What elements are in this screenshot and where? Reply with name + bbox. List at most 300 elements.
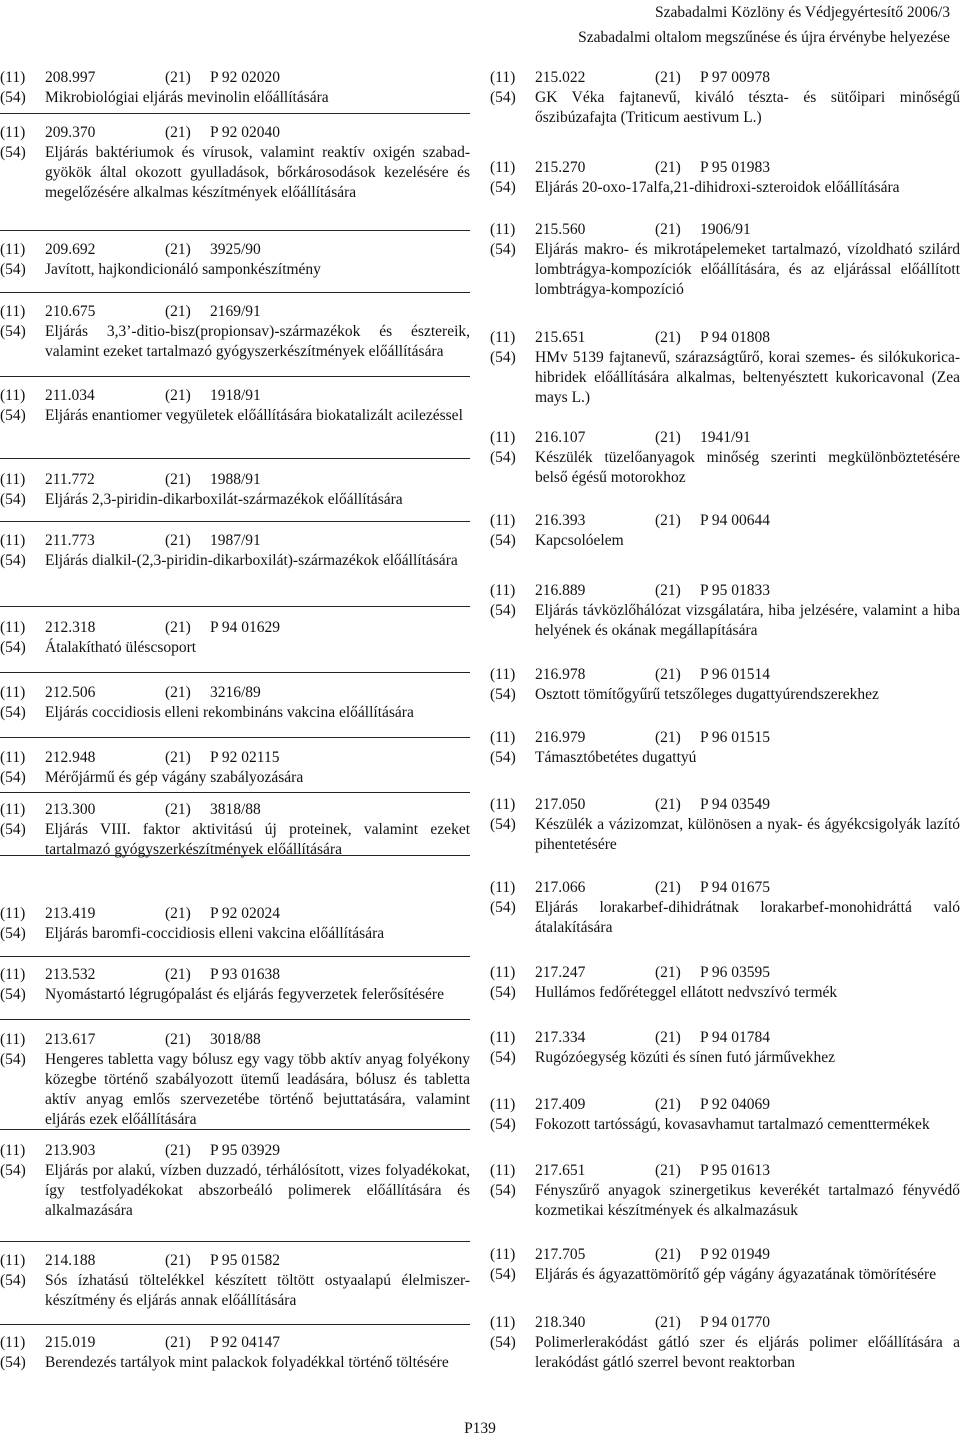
entry-number-row xyxy=(0,531,470,551)
code-21-label: (21) xyxy=(165,801,191,818)
patent-number: 216.107 xyxy=(535,429,586,446)
code-54-label: (54) xyxy=(0,1354,26,1371)
patent-title: Fényszűrő anyagok szinergetikus keverékét tartalmazó fényvédő kozmetikai készítmények és alkalmazásuk xyxy=(535,1182,960,1219)
patent-number: 215.651 xyxy=(535,329,586,346)
entry-number-row xyxy=(490,68,960,88)
patent-number: 217.651 xyxy=(535,1162,586,1179)
patent-entry xyxy=(490,68,960,128)
page-header xyxy=(578,0,950,50)
patent-entry xyxy=(490,665,960,705)
entry-number-row xyxy=(490,963,960,983)
code-11-label: (11) xyxy=(0,1142,26,1159)
entry-divider xyxy=(0,1324,470,1325)
application-number: P 95 01582 xyxy=(210,1252,281,1269)
code-54-label: (54) xyxy=(0,639,26,656)
code-11-label: (11) xyxy=(490,964,516,981)
application-number: P 95 01983 xyxy=(700,159,771,176)
entry-title-row xyxy=(490,815,960,855)
entry-number-row xyxy=(490,1095,960,1115)
patent-title: Eljárás baromfi-coccidiosis elleni vakcina előállítására xyxy=(45,925,385,942)
patent-number: 208.997 xyxy=(45,69,96,86)
application-number: P 96 03595 xyxy=(700,964,771,981)
patent-number: 215.560 xyxy=(535,221,586,238)
code-11-label: (11) xyxy=(490,1246,516,1263)
entry-title-row xyxy=(0,1050,470,1130)
code-21-label: (21) xyxy=(655,221,681,238)
patent-entry xyxy=(490,795,960,855)
entry-title-row xyxy=(0,1353,470,1373)
code-21-label: (21) xyxy=(655,879,681,896)
code-54-label: (54) xyxy=(490,349,516,366)
code-54-label: (54) xyxy=(490,816,516,833)
patent-number: 215.022 xyxy=(535,69,586,86)
entry-title-row xyxy=(490,1181,960,1221)
code-54-label: (54) xyxy=(490,686,516,703)
entry-number-row xyxy=(0,1030,470,1050)
application-number: P 94 03549 xyxy=(700,796,771,813)
patent-title: Sós ízhatású töltelékkel készített töltött ostyaalapú élelmiszer-készítmény és eljárás annak előállítására xyxy=(45,1272,470,1309)
code-11-label: (11) xyxy=(0,532,26,549)
code-54-label: (54) xyxy=(0,261,26,278)
entry-number-row xyxy=(0,123,470,143)
patent-title: Nyomástartó légrugópalást és eljárás fegyverzetek felerősítésére xyxy=(45,986,444,1003)
code-11-label: (11) xyxy=(490,582,516,599)
entry-title-row xyxy=(490,898,960,938)
patent-title: Berendezés tartályok mint palackok folyadékkal történő töltésére xyxy=(45,1354,449,1371)
application-number: P 96 01514 xyxy=(700,666,771,683)
entry-number-row xyxy=(490,428,960,448)
code-11-label: (11) xyxy=(0,619,26,636)
entry-title-row xyxy=(0,924,470,944)
patent-number: 216.978 xyxy=(535,666,586,683)
patent-entry xyxy=(0,1141,470,1221)
application-number: P 97 00978 xyxy=(700,69,771,86)
entry-divider xyxy=(0,1241,470,1242)
patent-title: Eljárás coccidiosis elleni rekombináns vakcina előállítására xyxy=(45,704,414,721)
patent-entry xyxy=(490,328,960,408)
code-54-label: (54) xyxy=(490,1116,516,1133)
code-54-label: (54) xyxy=(0,144,26,161)
patent-title: Rugózóegység közúti és sínen futó járművekhez xyxy=(535,1049,836,1066)
patent-number: 212.318 xyxy=(45,619,96,636)
application-number: P 94 01784 xyxy=(700,1029,771,1046)
code-54-label: (54) xyxy=(490,1266,516,1283)
code-54-label: (54) xyxy=(0,821,26,838)
patent-entry xyxy=(0,1030,470,1130)
patent-number: 217.050 xyxy=(535,796,586,813)
entry-number-row xyxy=(0,904,470,924)
code-54-label: (54) xyxy=(490,241,516,258)
code-54-label: (54) xyxy=(490,602,516,619)
code-54-label: (54) xyxy=(0,1272,26,1289)
section-title: Szabadalmi oltalom megszűnése és újra érvénybe helyezése xyxy=(578,29,950,46)
patent-entry xyxy=(490,1028,960,1068)
patent-number: 213.532 xyxy=(45,966,96,983)
application-number: P 92 04069 xyxy=(700,1096,771,1113)
code-54-label: (54) xyxy=(490,532,516,549)
code-21-label: (21) xyxy=(165,1142,191,1159)
code-11-label: (11) xyxy=(490,329,516,346)
entry-divider xyxy=(0,792,470,793)
code-11-label: (11) xyxy=(0,303,26,320)
entry-number-row xyxy=(0,965,470,985)
application-number: 3818/88 xyxy=(210,801,261,818)
entry-title-row xyxy=(0,768,470,788)
application-number: P 92 01949 xyxy=(700,1246,771,1263)
code-11-label: (11) xyxy=(0,905,26,922)
application-number: P 94 01629 xyxy=(210,619,281,636)
code-21-label: (21) xyxy=(165,1031,191,1048)
entry-divider xyxy=(0,606,470,607)
patent-title: Eljárás baktériumok és vírusok, valamint reaktív oxigén szabad-gyökök által okozott gyulladások, bőrkárosodások kezelésére és megelőzésére alkalmas készítmények előállítására xyxy=(45,144,470,201)
patent-number: 217.334 xyxy=(535,1029,586,1046)
entry-title-row xyxy=(0,820,470,860)
code-54-label: (54) xyxy=(490,984,516,1001)
entry-number-row xyxy=(490,1028,960,1048)
code-21-label: (21) xyxy=(655,796,681,813)
patent-number: 213.617 xyxy=(45,1031,96,1048)
code-54-label: (54) xyxy=(0,89,26,106)
entry-title-row xyxy=(490,531,960,551)
patent-number: 217.705 xyxy=(535,1246,586,1263)
entry-title-row xyxy=(0,985,470,1005)
code-54-label: (54) xyxy=(0,323,26,340)
code-11-label: (11) xyxy=(0,1334,26,1351)
application-number: P 95 03929 xyxy=(210,1142,281,1159)
code-11-label: (11) xyxy=(0,241,26,258)
application-number: P 95 01833 xyxy=(700,582,771,599)
code-21-label: (21) xyxy=(165,124,191,141)
entry-title-row xyxy=(490,685,960,705)
patent-number: 217.066 xyxy=(535,879,586,896)
code-21-label: (21) xyxy=(165,905,191,922)
patent-entry xyxy=(0,1333,470,1373)
application-number: 1918/91 xyxy=(210,387,261,404)
entry-title-row xyxy=(490,240,960,300)
code-11-label: (11) xyxy=(490,1096,516,1113)
entry-number-row xyxy=(0,386,470,406)
application-number: 3018/88 xyxy=(210,1031,261,1048)
code-21-label: (21) xyxy=(655,1162,681,1179)
entry-number-row xyxy=(490,581,960,601)
application-number: 1906/91 xyxy=(700,221,751,238)
code-11-label: (11) xyxy=(0,387,26,404)
patent-title: Javított, hajkondicionáló samponkészítmény xyxy=(45,261,321,278)
patent-title: Eljárás VIII. faktor aktivitású új proteinek, valamint ezeket tartalmazó gyógyszerkészítmények előállítására xyxy=(45,821,470,858)
entry-number-row xyxy=(490,665,960,685)
code-21-label: (21) xyxy=(165,1334,191,1351)
code-11-label: (11) xyxy=(490,1162,516,1179)
code-54-label: (54) xyxy=(0,769,26,786)
patent-entry xyxy=(0,240,470,280)
patent-entry xyxy=(490,581,960,641)
patent-entry xyxy=(490,158,960,198)
code-21-label: (21) xyxy=(655,429,681,446)
entry-title-row xyxy=(0,638,470,658)
entry-number-row xyxy=(0,800,470,820)
code-54-label: (54) xyxy=(490,179,516,196)
entry-number-row xyxy=(0,618,470,638)
patent-title: Átalakítható üléscsoport xyxy=(45,639,197,656)
patent-title: GK Véka fajtanevű, kiváló tészta- és sütőipari minőségű őszibúzafajta (Triticum aestivum L.) xyxy=(535,89,960,126)
entry-number-row xyxy=(490,158,960,178)
code-21-label: (21) xyxy=(165,241,191,258)
code-21-label: (21) xyxy=(165,684,191,701)
code-11-label: (11) xyxy=(0,69,26,86)
code-11-label: (11) xyxy=(490,69,516,86)
code-11-label: (11) xyxy=(0,1252,26,1269)
code-11-label: (11) xyxy=(0,1031,26,1048)
code-54-label: (54) xyxy=(0,1162,26,1179)
code-21-label: (21) xyxy=(655,512,681,529)
entry-title-row xyxy=(490,748,960,768)
application-number: 3216/89 xyxy=(210,684,261,701)
code-11-label: (11) xyxy=(490,1314,516,1331)
entry-title-row xyxy=(0,88,470,108)
patent-title: Eljárás dialkil-(2,3-piridin-dikarboxilát)-származékok előállítására xyxy=(45,552,458,569)
journal-title: Szabadalmi Közlöny és Védjegyértesítő 2006/3 xyxy=(654,4,950,21)
code-21-label: (21) xyxy=(165,387,191,404)
entry-divider xyxy=(0,672,470,673)
entry-title-row xyxy=(0,551,470,571)
patent-number: 213.300 xyxy=(45,801,96,818)
code-11-label: (11) xyxy=(490,666,516,683)
entry-number-row xyxy=(0,1141,470,1161)
entry-divider xyxy=(0,376,470,377)
entry-number-row xyxy=(0,683,470,703)
code-54-label: (54) xyxy=(0,986,26,1003)
patent-entry xyxy=(490,1313,960,1373)
entry-divider xyxy=(0,458,470,459)
patent-title: Mikrobiológiai eljárás mevinolin előállítására xyxy=(45,89,329,106)
patent-number: 216.979 xyxy=(535,729,586,746)
code-21-label: (21) xyxy=(655,1246,681,1263)
application-number: P 92 02024 xyxy=(210,905,281,922)
patent-number: 211.034 xyxy=(45,387,95,404)
application-number: P 92 02040 xyxy=(210,124,281,141)
entry-title-row xyxy=(0,322,470,362)
code-11-label: (11) xyxy=(490,879,516,896)
patent-entry xyxy=(0,683,470,723)
entry-title-row xyxy=(490,1048,960,1068)
application-number: P 93 01638 xyxy=(210,966,281,983)
patent-title: Hengeres tabletta vagy bólusz egy vagy több aktív anyag folyékony közegbe történő szabályozott ütemű leadására, bólusz és tabletta aktív anyag emlős szervezetébe történő bejuttatására, valamint eljárás ezek előállítására xyxy=(45,1051,470,1128)
patent-title: Fokozott tartósságú, kovasavhamut tartalmazó cementtermékek xyxy=(535,1116,930,1133)
code-54-label: (54) xyxy=(0,704,26,721)
patent-number: 215.270 xyxy=(535,159,586,176)
patent-title: Készülék a vázizomzat, különösen a nyak- és ágyékcsigolyák lazító pihentetésére xyxy=(535,816,960,853)
patent-title: Támasztóbetétes dugattyú xyxy=(535,749,697,766)
entry-number-row xyxy=(0,302,470,322)
entry-title-row xyxy=(0,490,470,510)
code-11-label: (11) xyxy=(0,684,26,701)
patent-title: Kapcsolóelem xyxy=(535,532,624,549)
entry-number-row xyxy=(490,1161,960,1181)
patent-entry xyxy=(0,904,470,944)
entry-number-row xyxy=(490,728,960,748)
code-21-label: (21) xyxy=(165,69,191,86)
code-21-label: (21) xyxy=(165,966,191,983)
code-54-label: (54) xyxy=(490,449,516,466)
code-11-label: (11) xyxy=(490,159,516,176)
application-number: P 92 02115 xyxy=(210,749,280,766)
entry-title-row xyxy=(490,448,960,488)
patent-title: Eljárás por alakú, vízben duzzadó, térhálósított, vizes folyadékokat, így testfolyadékokat abszorbeáló polimerek előállítására és alkalmazására xyxy=(45,1162,470,1219)
code-11-label: (11) xyxy=(0,124,26,141)
entry-number-row xyxy=(490,1313,960,1333)
patent-number: 209.692 xyxy=(45,241,96,258)
patent-number: 210.675 xyxy=(45,303,96,320)
patent-number: 213.419 xyxy=(45,905,96,922)
patent-entry xyxy=(490,728,960,768)
patent-title: Eljárás távközlőhálózat vizsgálatára, hiba jelzésére, valamint a hiba helyének és okának megállapítására xyxy=(535,602,960,639)
patent-title: Eljárás 3,3’-ditio-bisz(propionsav)-származékok és észtereik, valamint ezeket tartalmazó gyógyszerkészítmények előállítására xyxy=(45,323,470,360)
entry-title-row xyxy=(490,348,960,408)
code-21-label: (21) xyxy=(165,1252,191,1269)
code-11-label: (11) xyxy=(0,749,26,766)
code-21-label: (21) xyxy=(655,1314,681,1331)
code-54-label: (54) xyxy=(490,749,516,766)
entry-divider xyxy=(0,521,470,522)
patent-entry xyxy=(0,531,470,571)
entry-number-row xyxy=(490,878,960,898)
code-54-label: (54) xyxy=(0,407,26,424)
patent-number: 218.340 xyxy=(535,1314,586,1331)
application-number: P 95 01613 xyxy=(700,1162,771,1179)
patent-entry xyxy=(0,470,470,510)
entry-title-row xyxy=(0,406,470,426)
entry-number-row xyxy=(0,1333,470,1353)
patent-title: HMv 5139 fajtanevű, szárazságtűrő, korai szemes- és silókukorica-hibridek előállítására alkalmas, beltenyésztett kukoricavonal (Zea mays L.) xyxy=(535,349,960,406)
code-21-label: (21) xyxy=(655,1029,681,1046)
code-21-label: (21) xyxy=(165,619,191,636)
entry-divider xyxy=(0,1129,470,1130)
entry-number-row xyxy=(0,240,470,260)
application-number: P 96 01515 xyxy=(700,729,771,746)
patent-number: 212.506 xyxy=(45,684,96,701)
patent-entry xyxy=(0,965,470,1005)
patent-number: 214.188 xyxy=(45,1252,96,1269)
code-11-label: (11) xyxy=(0,471,26,488)
page-number: P139 xyxy=(464,1420,496,1437)
entry-title-row xyxy=(490,1333,960,1373)
code-11-label: (11) xyxy=(0,801,26,818)
patent-title: Eljárás lorakarbef-dihidrátnak lorakarbef-monohidráttá való átalakítására xyxy=(535,899,960,936)
application-number: 3925/90 xyxy=(210,241,261,258)
entry-number-row xyxy=(490,220,960,240)
patent-entry xyxy=(0,302,470,362)
patent-number: 217.247 xyxy=(535,964,586,981)
entry-divider xyxy=(0,292,470,293)
code-11-label: (11) xyxy=(490,221,516,238)
patent-number: 211.773 xyxy=(45,532,95,549)
code-54-label: (54) xyxy=(490,899,516,916)
patent-title: Eljárás makro- és mikrotápelemeket tartalmazó, vízoldható szilárd lombtrágya-kompozíciók előállítására, és az eljárással előállított lombtrágya-kompozíció xyxy=(535,241,960,298)
entry-title-row xyxy=(0,703,470,723)
code-11-label: (11) xyxy=(490,1029,516,1046)
entry-divider xyxy=(0,1019,470,1020)
patent-title: Eljárás és ágyazattömörítő gép vágány ágyazatának tömörítésére xyxy=(535,1266,937,1283)
entry-title-row xyxy=(0,1161,470,1221)
entry-title-row xyxy=(490,1115,960,1135)
application-number: P 94 00644 xyxy=(700,512,771,529)
entry-number-row xyxy=(0,470,470,490)
patent-number: 216.889 xyxy=(535,582,586,599)
code-11-label: (11) xyxy=(490,796,516,813)
entry-number-row xyxy=(0,68,470,88)
patent-entry xyxy=(0,123,470,203)
entry-title-row xyxy=(490,601,960,641)
code-21-label: (21) xyxy=(655,329,681,346)
entry-number-row xyxy=(490,795,960,815)
patent-entry xyxy=(490,1161,960,1221)
patent-entry xyxy=(0,68,470,108)
code-11-label: (11) xyxy=(490,429,516,446)
entry-number-row xyxy=(490,511,960,531)
patent-entry xyxy=(490,428,960,488)
patent-entry xyxy=(0,748,470,788)
code-54-label: (54) xyxy=(490,1334,516,1351)
entry-divider xyxy=(0,855,470,856)
entry-title-row xyxy=(490,983,960,1003)
entry-divider xyxy=(0,230,470,231)
patent-number: 215.019 xyxy=(45,1334,96,1351)
entry-title-row xyxy=(0,1271,470,1311)
code-21-label: (21) xyxy=(655,666,681,683)
code-21-label: (21) xyxy=(165,471,191,488)
patent-title: Osztott tömítőgyűrű tetszőleges dugattyúrendszerekhez xyxy=(535,686,879,703)
code-21-label: (21) xyxy=(655,582,681,599)
code-21-label: (21) xyxy=(655,159,681,176)
code-54-label: (54) xyxy=(0,1051,26,1068)
application-number: 1987/91 xyxy=(210,532,261,549)
application-number: P 92 02020 xyxy=(210,69,281,86)
code-11-label: (11) xyxy=(490,512,516,529)
entry-number-row xyxy=(0,748,470,768)
entry-divider xyxy=(0,956,470,957)
entry-title-row xyxy=(0,260,470,280)
code-54-label: (54) xyxy=(490,1049,516,1066)
patent-title: Készülék tüzelőanyagok minőség szerinti megkülönböztetésére belső égésű motorokhoz xyxy=(535,449,960,486)
application-number: 1988/91 xyxy=(210,471,261,488)
patent-number: 216.393 xyxy=(535,512,586,529)
entry-number-row xyxy=(490,1245,960,1265)
entry-title-row xyxy=(490,1265,960,1285)
patent-entry xyxy=(490,220,960,300)
patent-title: Polimerlerakódást gátló szer és eljárás polimer előállítására a lerakódást gátló szerrel bevont reaktorban xyxy=(535,1334,960,1371)
patent-title: Eljárás 2,3-piridin-dikarboxilát-származékok előállítására xyxy=(45,491,403,508)
patent-title: Eljárás 20-oxo-17alfa,21-dihidroxi-szteroidok előállítására xyxy=(535,179,900,196)
entry-title-row xyxy=(0,143,470,203)
code-54-label: (54) xyxy=(490,89,516,106)
patent-number: 212.948 xyxy=(45,749,96,766)
code-21-label: (21) xyxy=(655,69,681,86)
patent-number: 211.772 xyxy=(45,471,95,488)
patent-entry xyxy=(0,618,470,658)
entry-number-row xyxy=(0,1251,470,1271)
application-number: P 92 04147 xyxy=(210,1334,281,1351)
code-54-label: (54) xyxy=(0,925,26,942)
patent-number: 209.370 xyxy=(45,124,96,141)
application-number: 1941/91 xyxy=(700,429,751,446)
patent-entry xyxy=(490,878,960,938)
patent-entry xyxy=(490,1245,960,1285)
code-21-label: (21) xyxy=(165,303,191,320)
code-54-label: (54) xyxy=(0,552,26,569)
code-11-label: (11) xyxy=(490,729,516,746)
entry-divider xyxy=(0,737,470,738)
entry-title-row xyxy=(490,178,960,198)
